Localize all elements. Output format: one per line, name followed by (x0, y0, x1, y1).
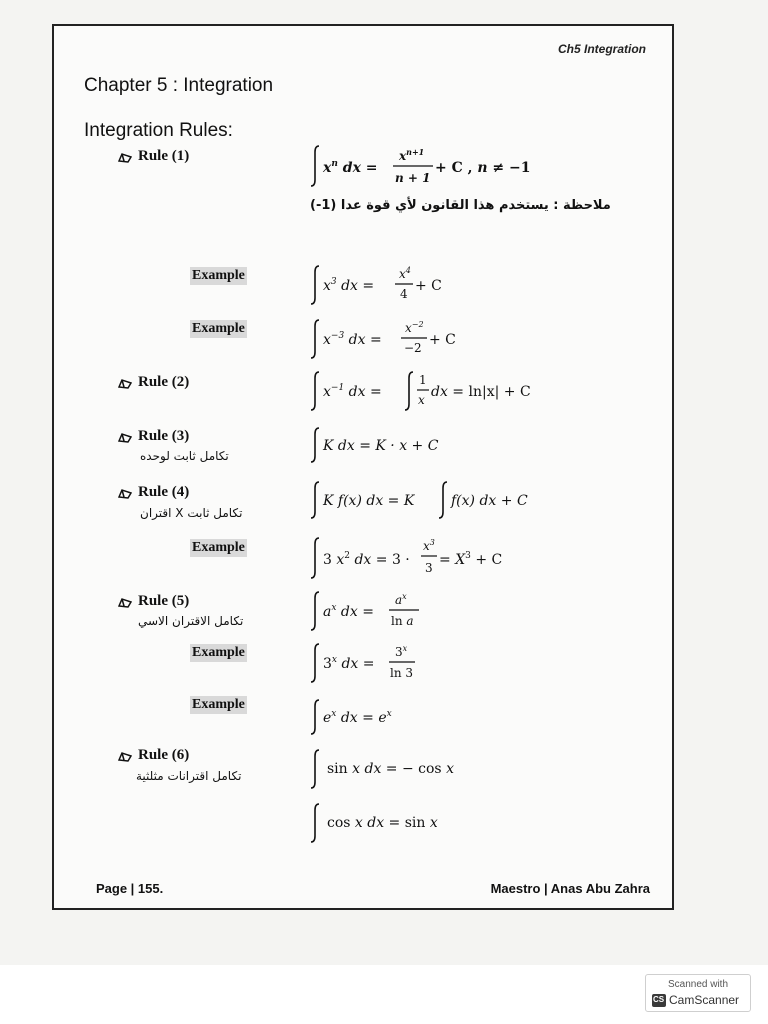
svg-text:+ C: + C (415, 278, 442, 294)
document-page (52, 24, 674, 910)
example-5-formula (309, 696, 429, 736)
example-label: Example (192, 540, 245, 555)
svg-text:dx = ln|x| + C: dx = ln|x| + C (431, 384, 531, 400)
rule-1-formula (309, 142, 549, 190)
rule-5-arabic: تكامل الاقتران الاسي (138, 614, 244, 628)
svg-text:ax: $a^x$ (395, 592, 407, 607)
rule-3-label: Rule (3) (138, 428, 190, 444)
rule-1-note: ملاحظة : يستخدم هذا القانون لأي قوة عدا (1-) (310, 198, 611, 213)
scanned-with-text: Scanned with (667, 979, 729, 990)
rule-4-formula (309, 478, 549, 520)
svg-text:x: x (418, 393, 425, 407)
svg-text:xn dx =: $x^n$ dx = (323, 159, 378, 176)
pencil-icon (118, 377, 132, 389)
example-label: Example (192, 645, 245, 660)
rule-4-label: Rule (4) (138, 484, 190, 500)
svg-text:3 x2 dx = 3 ·: 3 $x^2$ dx = 3 · (323, 551, 410, 568)
svg-text:x−1 dx =: $x^{-1}$ dx = (323, 383, 382, 400)
svg-text:K f(x) dx = K: K f(x) dx = K (323, 493, 415, 509)
rule-6-label: Rule (6) (138, 747, 190, 763)
svg-text:3x dx =: 3$^x$ dx = (323, 655, 375, 672)
svg-text:3: 3 (425, 561, 433, 575)
svg-text:x−2: $x^{-2}$ (405, 320, 424, 335)
svg-text:f(x) dx + C: f(x) dx + C (451, 493, 528, 509)
page-number: Page | 155. (96, 881, 164, 896)
svg-text:−2: −2 (404, 341, 422, 355)
svg-text:n + 1: n + 1 (395, 171, 431, 185)
pencil-icon (118, 750, 132, 762)
svg-text:= X3 + C: = $X^3 + C$ (439, 551, 503, 568)
rule-1-label: Rule (1) (138, 148, 190, 164)
example-1-formula (309, 260, 449, 306)
rule-3-heading (118, 428, 189, 445)
example-label: Example (192, 268, 245, 283)
section-title: Integration Rules: (84, 120, 233, 141)
rule-6-cos-formula (309, 800, 469, 844)
svg-text:3x: 3$^x$ (395, 644, 408, 659)
rule-6-arabic: تكامل اقترانات مثلثية (136, 769, 242, 783)
camscanner-badge (645, 974, 751, 1012)
rule-2-formula (309, 366, 549, 412)
svg-text:ln a: ln a (391, 614, 414, 628)
rule-2-label: Rule (2) (138, 374, 190, 390)
rule-3-formula (309, 424, 489, 464)
rule-4-heading (118, 484, 189, 501)
pencil-icon (118, 431, 132, 443)
camscanner-logo-icon: CS (652, 994, 666, 1007)
pencil-icon (118, 596, 132, 608)
svg-text:x3 dx =: $x^3$ dx = (323, 277, 375, 294)
rule-1-heading (118, 148, 189, 165)
example-2-formula (309, 314, 459, 360)
example-label: Example (192, 321, 245, 336)
pencil-icon (118, 487, 132, 499)
author-credit: Maestro | Anas Abu Zahra (490, 881, 650, 896)
running-title: Ch5 Integration (557, 42, 646, 56)
rule-5-formula (309, 586, 449, 632)
svg-text:cos x dx = sin x: cos x dx = sin x (327, 815, 438, 831)
chapter-title: Chapter 5 : Integration (84, 75, 274, 96)
svg-text:ex dx = ex: $e^x$ dx = $e^x$ (323, 709, 392, 726)
rule-3-arabic: تكامل ثابت لوحده (140, 449, 229, 463)
rule-6-heading (118, 747, 189, 764)
svg-text:+ C: + C (429, 332, 456, 348)
svg-text:4: 4 (400, 287, 408, 301)
rule-4-arabic: تكامل ثابت X اقتران (140, 506, 243, 520)
rule-5-label: Rule (5) (138, 593, 190, 609)
rule-2-heading (118, 374, 189, 391)
svg-text:sin x dx = − cos x: sin x dx = − cos x (327, 761, 454, 777)
svg-text:x−3 dx =: $x^{-3}$ dx = (323, 331, 382, 348)
camscanner-name: CamScanner (669, 993, 740, 1007)
svg-text:+ C , n ≠ −1: + C , n ≠ −1 (435, 160, 531, 176)
example-label: Example (192, 697, 245, 712)
svg-text:x4: $x^4$ (399, 266, 411, 281)
svg-text:ln 3: ln 3 (390, 666, 414, 680)
rule-6-sin-formula (309, 746, 489, 790)
example-3-formula (309, 532, 529, 580)
rule-5-heading (118, 593, 189, 610)
svg-text:ax dx =: $a^x$ dx = (323, 603, 374, 620)
svg-text:x3: $x^3$ (423, 538, 435, 553)
svg-text:xn+1: $x^{n+1}$ (399, 147, 425, 163)
svg-text:K dx = K · x + C: K dx = K · x + C (323, 438, 439, 454)
svg-text:1: 1 (419, 373, 427, 387)
pencil-icon (118, 151, 132, 163)
example-4-formula (309, 638, 449, 684)
